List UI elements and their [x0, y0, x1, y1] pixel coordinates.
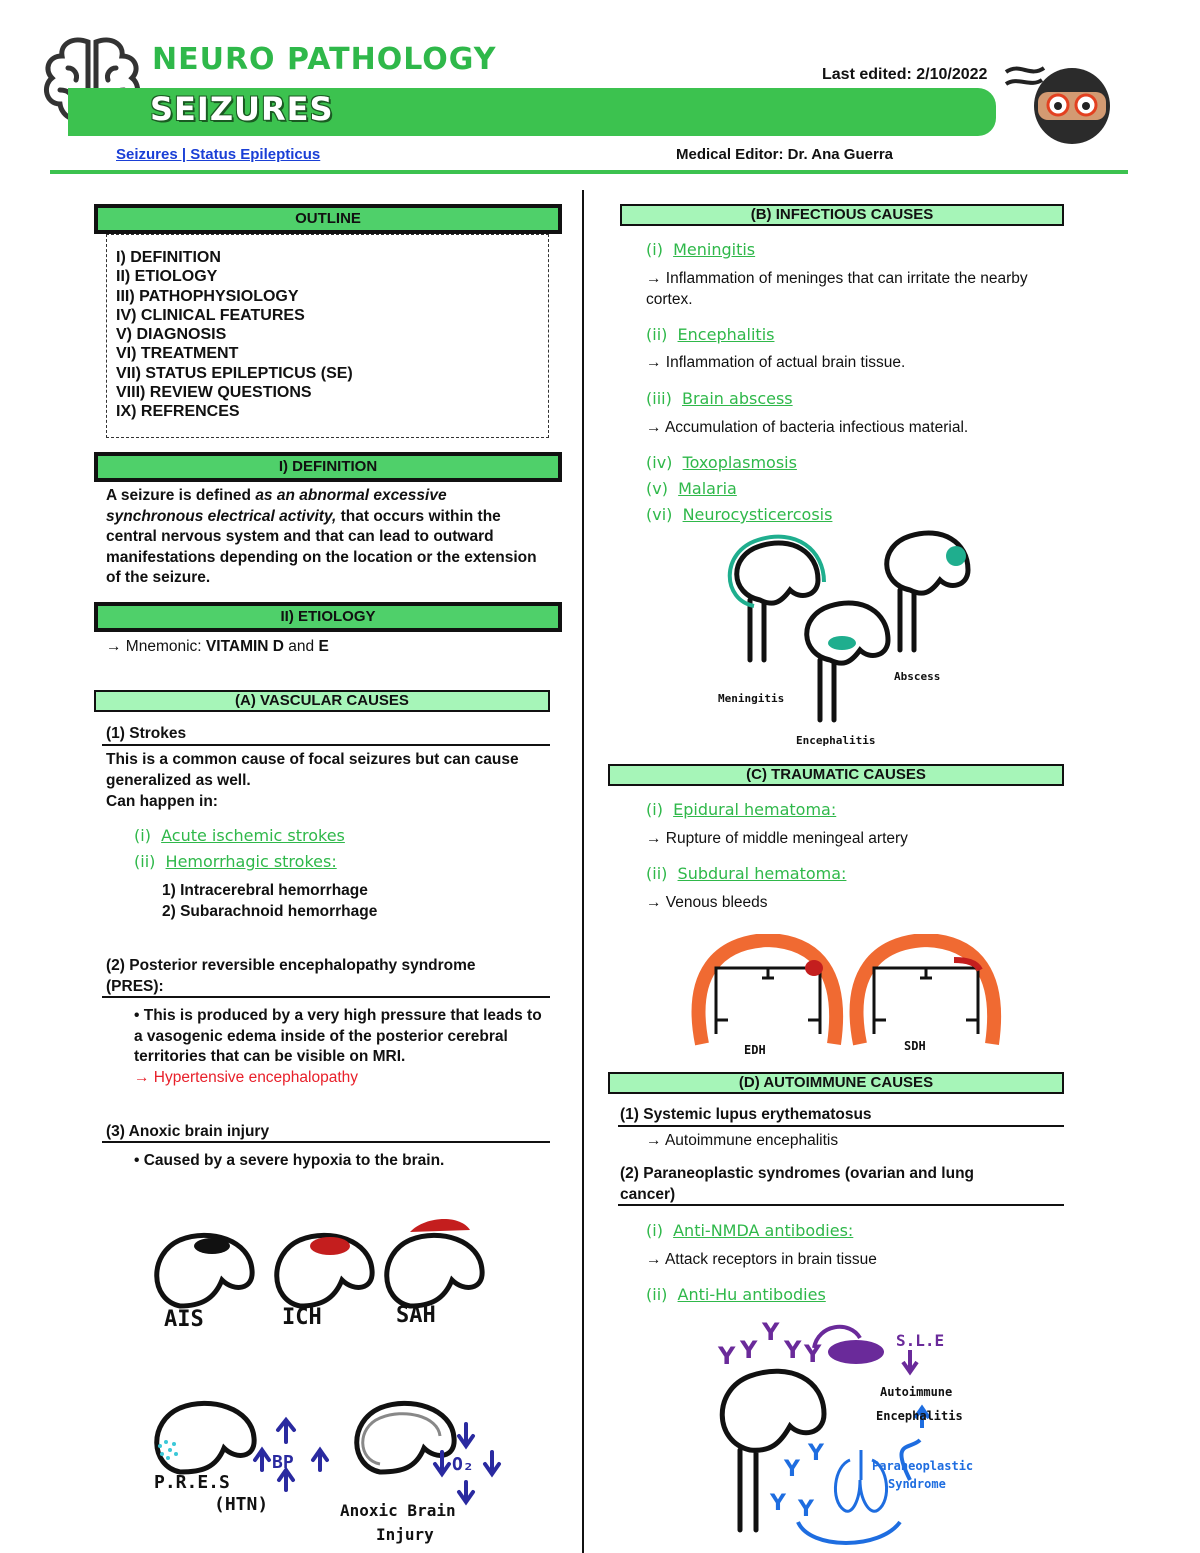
definition-text: A seizure is defined as an abnormal excessive synchronous electrical activity, that occurs within the central nervous system and that can lead to outward manifestations depending on the location or the extension of the seizure. [106, 487, 537, 586]
trauma-desc-i: → Rupture of middle meningeal artery [646, 830, 908, 847]
pres-underline [102, 996, 550, 998]
auto-item-i: (i) Anti-NMDA antibodies: [646, 1221, 854, 1240]
trauma-item-i: (i) Epidural hematoma: [646, 800, 837, 819]
ais-label: AIS [164, 1307, 204, 1332]
header-subtitle: SEIZURES [150, 90, 334, 128]
sle-title: (1) Systemic lupus erythematosus [620, 1106, 872, 1123]
stroke-types-figure [140, 1210, 500, 1340]
infectious-figure [700, 530, 1000, 750]
anoxic-bullet: • Caused by a severe hypoxia to the brain. [134, 1152, 445, 1169]
svg-text:Y: Y [784, 1336, 802, 1364]
mnemonic: → Mnemonic: VITAMIN D and E [106, 638, 329, 655]
ich-label: ICH [282, 1305, 322, 1330]
vascular-heading: (A) VASCULAR CAUSES [94, 690, 550, 712]
outline-item: IX) REFRENCES [116, 403, 240, 421]
outline-item: III) PATHOPHYSIOLOGY [116, 287, 299, 305]
svg-text:Y: Y [762, 1318, 780, 1346]
strokes-desc: This is a common cause of focal seizures but can cause generalized as well. [106, 751, 519, 789]
infect-item-vi: (vi) Neurocysticercosis [646, 505, 833, 524]
definition-heading: I) DEFINITION [94, 452, 562, 482]
svg-text:Y: Y [798, 1497, 814, 1522]
pres-label: P.R.E.S [154, 1472, 230, 1493]
last-edited: Last edited: 2/10/2022 [822, 66, 988, 83]
sle-fig-label: S.L.E [896, 1331, 945, 1350]
outline-item: VIII) REVIEW QUESTIONS [116, 384, 312, 402]
trauma-desc-ii: → Venous bleeds [646, 894, 768, 911]
svg-text:Y: Y [770, 1491, 786, 1516]
anoxic-title: (3) Anoxic brain injury [106, 1123, 270, 1140]
autoimmune-figure [700, 1310, 1020, 1553]
infect-item-ii: (ii) Encephalitis [646, 325, 775, 344]
svg-text:Y: Y [718, 1342, 736, 1370]
header-title: NEURO PATHOLOGY [152, 42, 497, 77]
trauma-item-ii: (ii) Subdural hematoma: [646, 864, 847, 883]
infect-item-v: (v) Malaria [646, 479, 737, 498]
sah-label: SAH [396, 1303, 436, 1328]
outline-item: V) DIAGNOSIS [116, 326, 227, 344]
hematoma-figure [688, 934, 1008, 1058]
infect-desc-iii: → Accumulation of bacteria infectious material. [646, 419, 969, 436]
auto-desc-i: → Attack receptors in brain tissue [646, 1251, 877, 1268]
outline-item: IV) CLINICAL FEATURES [116, 306, 305, 324]
anoxic-label-2: Injury [376, 1525, 434, 1544]
svg-text:Y: Y [740, 1336, 758, 1364]
strokes-title: (1) Strokes [106, 725, 187, 742]
stroke-item-i: (i) Acute ischemic strokes [134, 826, 345, 845]
htn-label: (HTN) [214, 1494, 269, 1515]
hemorrhage-2: 2) Subarachnoid hemorrhage [162, 903, 378, 920]
anoxic-label-1: Anoxic Brain [340, 1501, 456, 1520]
para-underline [618, 1204, 1064, 1206]
infectious-heading: (B) INFECTIOUS CAUSES [620, 204, 1064, 226]
ninja-avatar-icon [1000, 58, 1115, 148]
sle-underline [618, 1125, 1064, 1127]
bp-label: BP [272, 1452, 294, 1473]
etiology-heading: II) ETIOLOGY [94, 602, 562, 632]
outline-item: I) DEFINITION [116, 249, 221, 266]
can-happen-in: Can happen in: [106, 793, 218, 810]
header-divider [50, 170, 1128, 174]
svg-text:Y: Y [808, 1441, 824, 1466]
autoimmune-heading: (D) AUTOIMMUNE CAUSES [608, 1072, 1064, 1094]
infect-item-iv: (iv) Toxoplasmosis [646, 453, 797, 472]
o2-label: O₂ [452, 1454, 474, 1475]
outline-item: VII) STATUS EPILEPTICUS (SE) [116, 364, 353, 382]
sle-desc: → Autoimmune encephalitis [646, 1132, 839, 1149]
autoimmune-fig-label-2: Encephalitis [876, 1409, 963, 1423]
autoimmune-fig-label-1: Autoimmune [880, 1385, 953, 1399]
svg-text:Y: Y [784, 1457, 800, 1482]
edh-label: EDH [744, 1043, 766, 1057]
pres-anoxic-figure [140, 1390, 510, 1550]
para-fig-label-1: Paraneoplastic [872, 1459, 974, 1473]
svg-text:Y: Y [804, 1340, 822, 1368]
traumatic-heading: (C) TRAUMATIC CAUSES [608, 764, 1064, 786]
para-fig-label-2: Syndrome [888, 1477, 946, 1491]
infect-item-i: (i) Meningitis [646, 240, 756, 259]
column-divider [582, 190, 584, 1553]
pres-bullet: • This is produced by a very high pressure that leads to a vasogenic edema inside of the posterior cerebral territories that can be visible on MRI. [134, 1007, 542, 1065]
encephalitis-label: Encephalitis [796, 734, 876, 747]
hemorrhage-1: 1) Intracerebral hemorrhage [162, 882, 368, 899]
outline-item: II) ETIOLOGY [116, 268, 218, 286]
para-title: (2) Paraneoplastic syndromes (ovarian and lung cancer) [620, 1165, 975, 1203]
infect-desc-i: → Inflammation of meninges that can irritate the nearby cortex. [646, 270, 1028, 308]
pres-title: (2) Posterior reversible encephalopathy syndrome (PRES): [106, 957, 476, 995]
seizures-status-link[interactable]: Seizures | Status Epilepticus [116, 146, 321, 163]
stroke-item-ii: (ii) Hemorrhagic strokes: [134, 852, 337, 871]
meningitis-label: Meningitis [718, 692, 785, 705]
strokes-underline [102, 744, 550, 746]
pres-arrow: → Hypertensive encephalopathy [134, 1069, 359, 1086]
outline-item: VI) TREATMENT [116, 345, 239, 363]
medical-editor: Medical Editor: Dr. Ana Guerra [676, 146, 893, 163]
abscess-label: Abscess [894, 670, 941, 683]
infect-item-iii: (iii) Brain abscess [646, 389, 793, 408]
outline-heading: OUTLINE [94, 204, 562, 234]
auto-item-ii: (ii) Anti-Hu antibodies [646, 1285, 826, 1304]
infect-desc-ii: → Inflammation of actual brain tissue. [646, 354, 906, 371]
anoxic-underline [102, 1141, 550, 1143]
outline-list [116, 248, 353, 422]
sdh-label: SDH [904, 1039, 926, 1053]
